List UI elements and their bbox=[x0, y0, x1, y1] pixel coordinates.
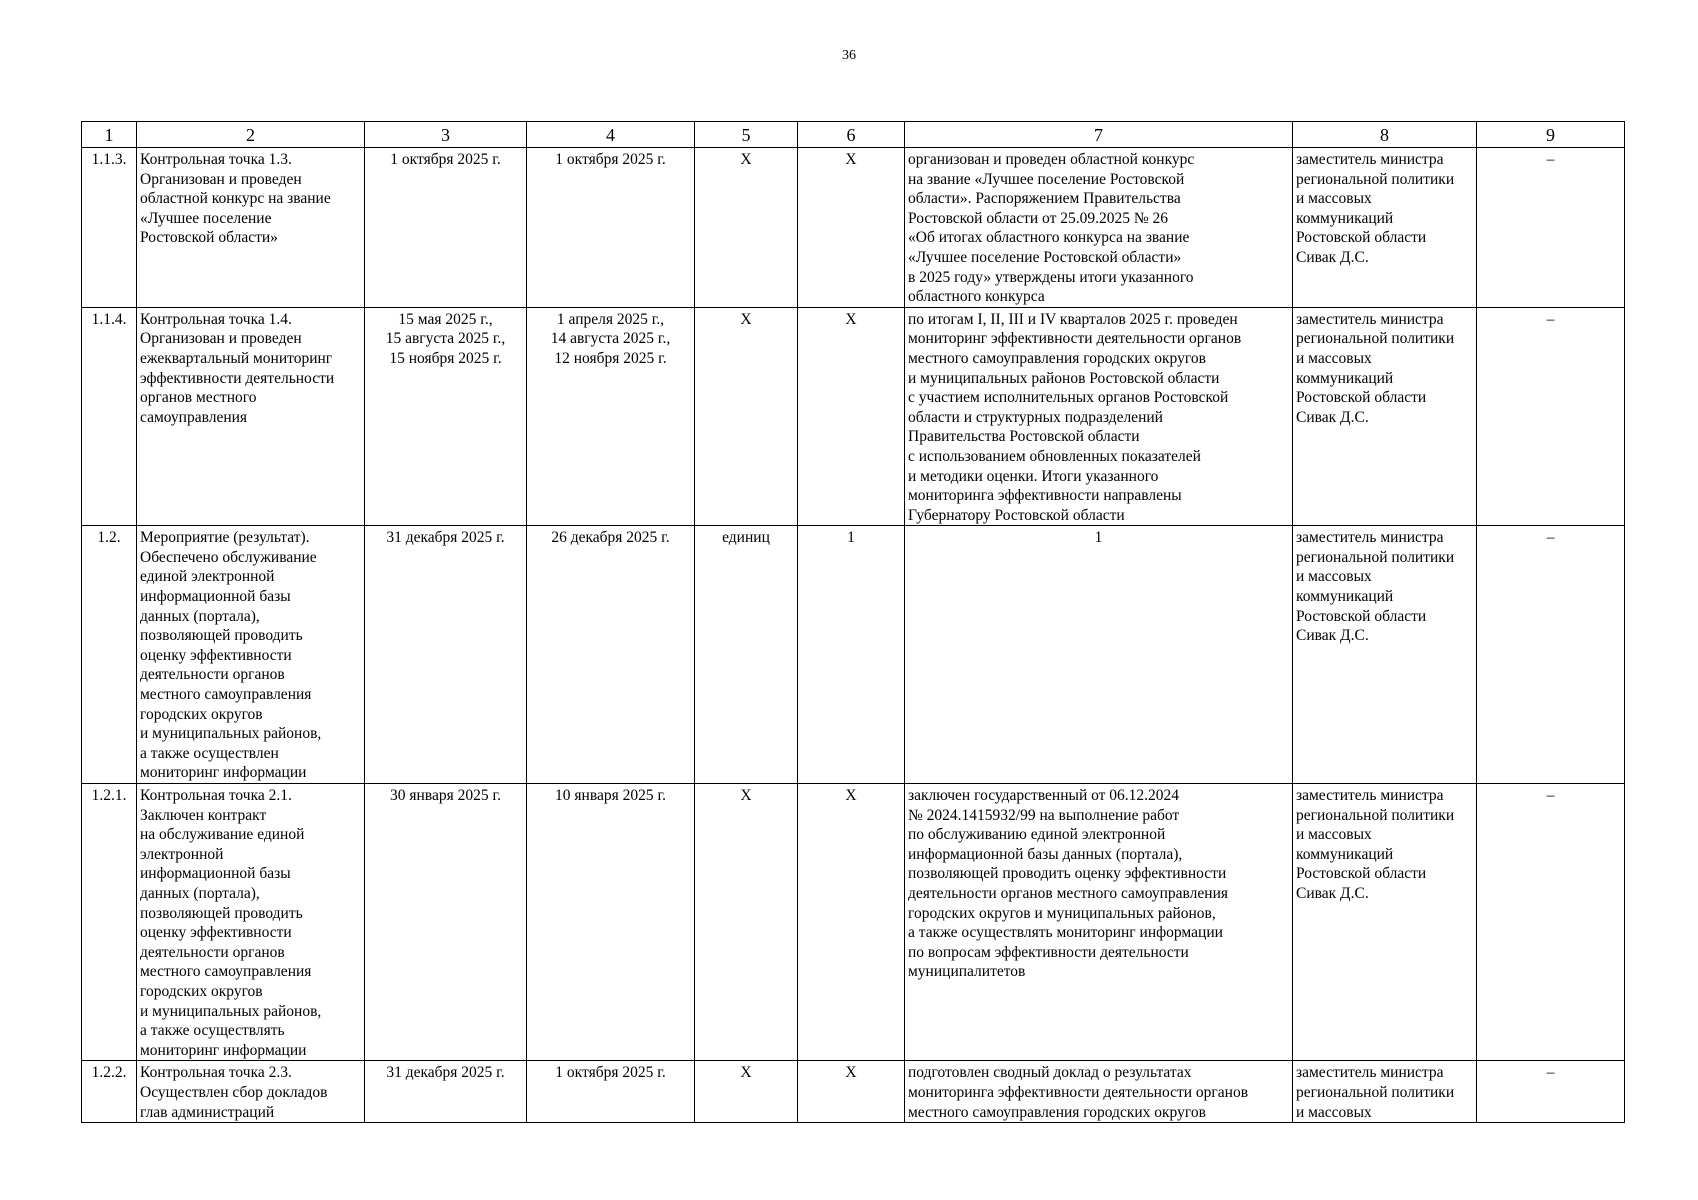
result-line: по вопросам эффективности деятельности bbox=[908, 943, 1189, 961]
result-line: муниципалитетов bbox=[908, 963, 1026, 981]
result-line: заключен государственный от 06.12.2024 bbox=[908, 787, 1180, 804]
item-name-line: Организован и проведен bbox=[140, 330, 302, 348]
item-name-line: Осуществлен сбор докладов bbox=[140, 1083, 328, 1101]
responsible-line: Ростовской области bbox=[1296, 229, 1427, 247]
item-name-line: городских округов bbox=[140, 982, 263, 1000]
result bbox=[905, 1061, 1293, 1123]
unit: X bbox=[695, 148, 798, 308]
responsible-line: и массовых bbox=[1296, 568, 1372, 586]
item-name bbox=[137, 1061, 365, 1123]
item-name-line: Контрольная точка 1.4. bbox=[140, 310, 292, 328]
item-name-line: местного самоуправления bbox=[140, 963, 312, 981]
responsible-line: Ростовской области bbox=[1296, 607, 1427, 625]
responsible-line: Сивак Д.С. bbox=[1296, 408, 1369, 426]
result-line: местного самоуправления городских округов bbox=[908, 1103, 1206, 1121]
note: – bbox=[1477, 148, 1625, 308]
planned-date-line: 1 октября 2025 г. bbox=[390, 151, 501, 168]
item-name-line: позволяющей проводить bbox=[140, 904, 303, 922]
column-header: 9 bbox=[1477, 122, 1625, 148]
item-name-line: деятельности органов bbox=[140, 666, 285, 684]
item-name-line: областной конкурс на звание bbox=[140, 190, 331, 208]
item-name-line: эффективности деятельности bbox=[140, 369, 335, 387]
unit: X bbox=[695, 784, 798, 1061]
actual-date bbox=[527, 307, 695, 526]
responsible-line: и массовых bbox=[1296, 1103, 1372, 1121]
item-name-line: мониторинг информации bbox=[140, 1041, 307, 1059]
item-name bbox=[137, 526, 365, 784]
responsible-line: коммуникаций bbox=[1296, 845, 1394, 863]
result bbox=[905, 307, 1293, 526]
responsible bbox=[1293, 307, 1477, 526]
column-header: 3 bbox=[365, 122, 527, 148]
responsible-line: и массовых bbox=[1296, 349, 1372, 367]
actual-date-line: 1 октября 2025 г. bbox=[555, 1064, 666, 1082]
item-name-line: органов местного bbox=[140, 389, 257, 407]
planned-date bbox=[365, 148, 527, 308]
planned-date-line: 31 декабря 2025 г. bbox=[386, 529, 505, 547]
item-name-line: Организован и проведен bbox=[140, 170, 302, 188]
value: 1 bbox=[798, 526, 905, 784]
item-name-line: Контрольная точка 2.3. bbox=[140, 1064, 292, 1082]
item-name-line: глав администраций bbox=[140, 1103, 275, 1121]
responsible-line: Сивак Д.С. bbox=[1296, 627, 1369, 645]
responsible-line: и массовых bbox=[1296, 190, 1372, 208]
result-line: с участием исполнительных органов Ростовской bbox=[908, 389, 1229, 407]
planned-date-line: 15 ноября 2025 г. bbox=[389, 349, 502, 367]
planned-date-line: 30 января 2025 г. bbox=[390, 787, 501, 804]
actual-date bbox=[527, 148, 695, 308]
item-name-line: оценку эффективности bbox=[140, 646, 292, 664]
result-line: а также осуществлять мониторинг информации bbox=[908, 924, 1223, 942]
unit: единиц bbox=[695, 526, 798, 784]
responsible-line: Ростовской области bbox=[1296, 865, 1427, 883]
result-line: организован и проведен областной конкурс bbox=[908, 151, 1195, 168]
responsible-line: коммуникаций bbox=[1296, 588, 1394, 606]
responsible-line: Ростовской области bbox=[1296, 389, 1427, 407]
table-row bbox=[82, 307, 1625, 526]
item-number: 1.2.1. bbox=[82, 784, 137, 1061]
actual-date-line: 12 ноября 2025 г. bbox=[554, 349, 667, 367]
value: X bbox=[798, 148, 905, 308]
responsible-line: Сивак Д.С. bbox=[1296, 884, 1369, 902]
responsible-line: заместитель министра bbox=[1296, 151, 1444, 168]
table-row bbox=[82, 526, 1625, 784]
item-name-line: Заключен контракт bbox=[140, 806, 267, 824]
item-name bbox=[137, 307, 365, 526]
actual-date-line: 14 августа 2025 г., bbox=[550, 330, 671, 348]
item-name-line: самоуправления bbox=[140, 408, 248, 426]
result-line: позволяющей проводить оценку эффективности bbox=[908, 865, 1227, 883]
item-name-line: Контрольная точка 1.3. bbox=[140, 151, 292, 168]
item-number: 1.1.4. bbox=[82, 307, 137, 526]
item-name bbox=[137, 148, 365, 308]
column-header: 7 bbox=[905, 122, 1293, 148]
item-name-line: единой электронной bbox=[140, 568, 275, 586]
table-row bbox=[82, 1061, 1625, 1123]
item-name-line: данных (портала), bbox=[140, 607, 260, 625]
note: – bbox=[1477, 526, 1625, 784]
item-name-line: позволяющей проводить bbox=[140, 627, 303, 645]
responsible bbox=[1293, 526, 1477, 784]
result-line: местного самоуправления городских округов bbox=[908, 349, 1206, 367]
result-line: Правительства Ростовской области bbox=[908, 428, 1140, 446]
actual-date bbox=[527, 526, 695, 784]
item-name-line: Мероприятие (результат). bbox=[140, 529, 310, 547]
result-line: информационной базы данных (портала), bbox=[908, 845, 1183, 863]
responsible-line: региональной политики bbox=[1296, 806, 1455, 824]
item-name-line: на обслуживание единой bbox=[140, 826, 305, 844]
actual-date-line: 26 декабря 2025 г. bbox=[551, 529, 670, 547]
item-name-line: ежеквартальный мониторинг bbox=[140, 349, 333, 367]
responsible-line: и массовых bbox=[1296, 826, 1372, 844]
responsible-line: коммуникаций bbox=[1296, 209, 1394, 227]
table-body bbox=[82, 148, 1625, 1123]
item-name-line: электронной bbox=[140, 845, 224, 863]
result-line: по итогам I, II, III и IV кварталов 2025 г. проведен bbox=[908, 310, 1238, 328]
result-line: области». Распоряжением Правительства bbox=[908, 190, 1181, 208]
actual-date bbox=[527, 1061, 695, 1123]
planned-date bbox=[365, 784, 527, 1061]
planned-date bbox=[365, 1061, 527, 1123]
column-header: 5 bbox=[695, 122, 798, 148]
item-name-line: а также осуществлять bbox=[140, 1022, 285, 1040]
responsible-line: заместитель министра bbox=[1296, 1064, 1444, 1082]
result-line: по обслуживанию единой электронной bbox=[908, 826, 1166, 844]
item-name-line: а также осуществлен bbox=[140, 744, 279, 762]
result bbox=[905, 148, 1293, 308]
responsible bbox=[1293, 784, 1477, 1061]
unit: X bbox=[695, 1061, 798, 1123]
result-line: с использованием обновленных показателей bbox=[908, 447, 1201, 465]
responsible-line: региональной политики bbox=[1296, 330, 1455, 348]
planned-date-line: 15 августа 2025 г., bbox=[385, 330, 506, 348]
item-name-line: информационной базы bbox=[140, 865, 291, 883]
responsible-line: коммуникаций bbox=[1296, 369, 1394, 387]
item-name-line: «Лучшее поселение bbox=[140, 209, 272, 227]
item-name-line: информационной базы bbox=[140, 588, 291, 606]
unit: X bbox=[695, 307, 798, 526]
responsible-line: заместитель министра bbox=[1296, 529, 1444, 547]
responsible-line: заместитель министра bbox=[1296, 310, 1444, 328]
item-name-line: и муниципальных районов, bbox=[140, 725, 322, 743]
result-line: «Об итогах областного конкурса на звание bbox=[908, 229, 1190, 247]
responsible-line: региональной политики bbox=[1296, 1083, 1455, 1101]
note: – bbox=[1477, 784, 1625, 1061]
result-line: мониторинг эффективности деятельности органов bbox=[908, 330, 1242, 348]
item-name-line: мониторинг информации bbox=[140, 764, 307, 782]
item-name bbox=[137, 784, 365, 1061]
responsible bbox=[1293, 148, 1477, 308]
item-name-line: местного самоуправления bbox=[140, 686, 312, 704]
result-line: мониторинга эффективности направлены bbox=[908, 487, 1182, 505]
report-table bbox=[81, 121, 1625, 1123]
responsible bbox=[1293, 1061, 1477, 1123]
responsible-line: региональной политики bbox=[1296, 170, 1455, 188]
column-header: 8 bbox=[1293, 122, 1477, 148]
item-name-line: городских округов bbox=[140, 705, 263, 723]
responsible-line: региональной политики bbox=[1296, 548, 1455, 566]
item-number: 1.2.2. bbox=[82, 1061, 137, 1123]
result-line: мониторинга эффективности деятельности органов bbox=[908, 1083, 1249, 1101]
result-line: и муниципальных районов Ростовской области bbox=[908, 369, 1220, 387]
result-line: № 2024.1415932/99 на выполнение работ bbox=[908, 806, 1180, 824]
item-number: 1.1.3. bbox=[82, 148, 137, 308]
table-row bbox=[82, 784, 1625, 1061]
column-header: 2 bbox=[137, 122, 365, 148]
item-name-line: Контрольная точка 2.1. bbox=[140, 787, 292, 804]
responsible-line: заместитель министра bbox=[1296, 787, 1444, 804]
result-line: Губернатору Ростовской области bbox=[908, 506, 1125, 524]
value: X bbox=[798, 784, 905, 1061]
note: – bbox=[1477, 1061, 1625, 1123]
result-line: «Лучшее поселение Ростовской области» bbox=[908, 248, 1182, 266]
value: X bbox=[798, 1061, 905, 1123]
item-name-line: Ростовской области» bbox=[140, 229, 278, 247]
result-line: на звание «Лучшее поселение Ростовской bbox=[908, 170, 1185, 188]
note: – bbox=[1477, 307, 1625, 526]
header-row bbox=[82, 122, 1625, 148]
column-header: 1 bbox=[82, 122, 137, 148]
responsible-line: Сивак Д.С. bbox=[1296, 248, 1369, 266]
actual-date-line: 10 января 2025 г. bbox=[555, 787, 666, 804]
item-name-line: деятельности органов bbox=[140, 943, 285, 961]
actual-date-line: 1 октября 2025 г. bbox=[555, 151, 666, 168]
result-line: и методики оценки. Итоги указанного bbox=[908, 467, 1159, 485]
item-name-line: Обеспечено обслуживание bbox=[140, 548, 317, 566]
result bbox=[905, 784, 1293, 1061]
planned-date bbox=[365, 307, 527, 526]
planned-date-line: 31 декабря 2025 г. bbox=[386, 1064, 505, 1082]
planned-date-line: 15 мая 2025 г., bbox=[398, 310, 493, 328]
result-line: городских округов и муниципальных районов, bbox=[908, 904, 1216, 922]
actual-date bbox=[527, 784, 695, 1061]
table-row bbox=[82, 148, 1625, 308]
planned-date bbox=[365, 526, 527, 784]
result-line: в 2025 году» утверждены итоги указанного bbox=[908, 268, 1194, 286]
result-line: области и структурных подразделений bbox=[908, 408, 1163, 426]
result-line: деятельности органов местного самоуправления bbox=[908, 884, 1228, 902]
item-name-line: оценку эффективности bbox=[140, 924, 292, 942]
item-name-line: данных (портала), bbox=[140, 884, 260, 902]
column-header: 4 bbox=[527, 122, 695, 148]
page-number: 36 bbox=[842, 48, 856, 63]
actual-date-line: 1 апреля 2025 г., bbox=[556, 310, 665, 328]
item-number: 1.2. bbox=[82, 526, 137, 784]
result-line: Ростовской области от 25.09.2025 № 26 bbox=[908, 209, 1169, 227]
column-header: 6 bbox=[798, 122, 905, 148]
result-line: подготовлен сводный доклад о результатах bbox=[908, 1064, 1192, 1082]
result: 1 bbox=[905, 526, 1293, 784]
result-line: областного конкурса bbox=[908, 288, 1045, 306]
item-name-line: и муниципальных районов, bbox=[140, 1002, 322, 1020]
value: X bbox=[798, 307, 905, 526]
